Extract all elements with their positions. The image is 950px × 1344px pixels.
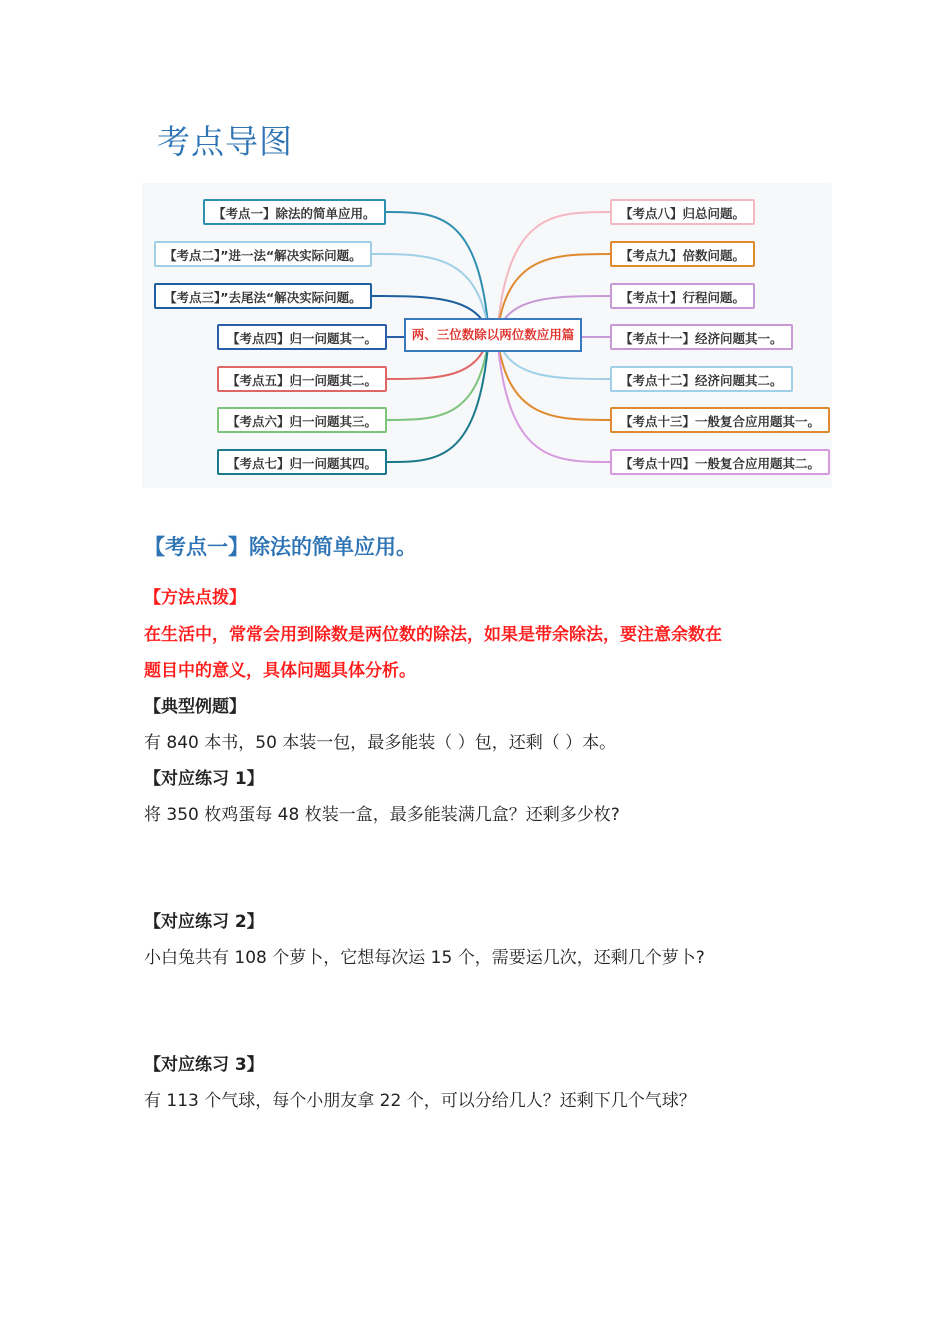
mind-map-node-right: 【考点十一】经济问题其一。 [610, 324, 793, 350]
mind-map-node-left: 【考点二】”进一法“解决实际问题。 [154, 241, 372, 267]
section-title: 【考点一】除法的简单应用。 [144, 535, 417, 559]
mind-map-node-right: 【考点八】归总问题。 [610, 199, 755, 225]
method-heading: 【方法点拨】 [144, 588, 246, 608]
mind-map-node-right: 【考点十】行程问题。 [610, 283, 755, 309]
practice-1-text: 将 350 枚鸡蛋每 48 枚装一盒，最多能装满几盒？还剩多少枚? [144, 805, 620, 825]
example-heading: 【典型例题】 [144, 697, 246, 717]
mind-map-connector [497, 212, 610, 335]
mind-map-node-left: 【考点六】归一问题其三。 [217, 407, 387, 433]
mind-map-center-node: 两、三位数除以两位数应用篇 [404, 318, 582, 352]
practice-2-heading: 【对应练习 2】 [144, 912, 264, 932]
mind-map-node-right: 【考点十二】经济问题其二。 [610, 366, 793, 392]
mind-map [142, 183, 832, 488]
practice-1-heading: 【对应练习 1】 [144, 769, 264, 789]
mind-map-connector [497, 335, 610, 462]
mind-map-node-left: 【考点七】归一问题其四。 [217, 449, 387, 475]
practice-2-text: 小白兔共有 108 个萝卜，它想每次运 15 个，需要运几次，还剩几个萝卜? [144, 948, 705, 968]
method-text-line-2: 题目中的意义，具体问题具体分析。 [144, 661, 416, 681]
page-title: 考点导图 [157, 122, 293, 161]
mind-map-node-right: 【考点十四】一般复合应用题其二。 [610, 449, 830, 475]
mind-map-connector [386, 212, 489, 335]
mind-map-node-right: 【考点十三】一般复合应用题其一。 [610, 407, 830, 433]
example-text: 有 840 本书，50 本装一包，最多能装（ ）包，还剩（ ）本。 [144, 733, 617, 753]
method-text-line-1: 在生活中，常常会用到除数是两位数的除法，如果是带余除法，要注意余数在 [144, 625, 722, 645]
practice-3-heading: 【对应练习 3】 [144, 1055, 264, 1075]
practice-3-text: 有 113 个气球，每个小朋友拿 22 个，可以分给几人？还剩下几个气球？ [144, 1091, 696, 1111]
mind-map-node-left: 【考点三】”去尾法“解决实际问题。 [154, 283, 372, 309]
mind-map-node-left: 【考点五】归一问题其二。 [217, 366, 387, 392]
mind-map-node-left: 【考点一】除法的简单应用。 [203, 199, 386, 225]
mind-map-node-left: 【考点四】归一问题其一。 [217, 324, 387, 350]
mind-map-node-right: 【考点九】倍数问题。 [610, 241, 755, 267]
mind-map-connector [387, 335, 489, 462]
